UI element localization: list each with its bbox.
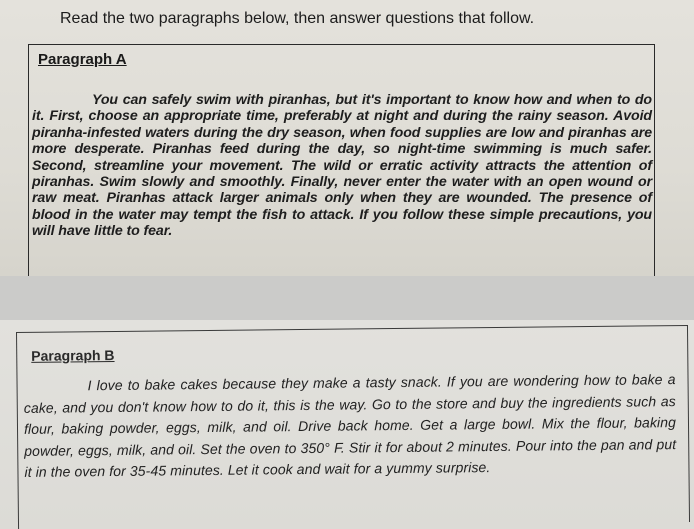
paragraph-a-box: [28, 44, 655, 276]
paragraph-b-box: [16, 325, 690, 529]
instruction-text: Read the two paragraphs below, then answer questions that follow.: [60, 10, 535, 27]
paragraph-b-heading: Paragraph B: [31, 346, 115, 364]
section-divider: [0, 276, 694, 320]
worksheet-bottom-section: [0, 320, 694, 529]
paragraph-a-heading: Paragraph A: [38, 51, 127, 68]
paragraph-b-text: I love to bake cakes because they make a tasty snack. If you are wondering how to bake a cake, and you don't know how to do it, this is the way. Go to the store and buy the ingredients such as flour, baking powder, eggs, milk, and oil. Drive back home. Get a large bowl. Mix the flour, baking powder, eggs, milk, and oil. Set the oven to 350° F. Stir it for about 2 minutes. Pour into the pan and put it in the oven for 35-45 minutes. Let it cook and wait for a yummy surprise.: [23, 371, 677, 480]
paragraph-a-text: You can safely swim with piranhas, but it's important to know how and when to do it. First, choose an appropriate time, preferably at night and during the rainy season. Avoid piranha-infested waters during the dry season, when food supplies are low and piranhas are more desperate. Piranhas feed during the day, so night-time swimming is much safer. Second, streamline your movement. The wild or erratic activity attracts the attention of piranhas. Swim slowly and smoothly. Finally, never enter the water with an open wound or raw meat. Piranhas attack larger animals only when they are wounded. The presence of blood in the water may tempt the fish to attack. If you follow these simple precautions, you will have little to fear.: [32, 92, 652, 240]
